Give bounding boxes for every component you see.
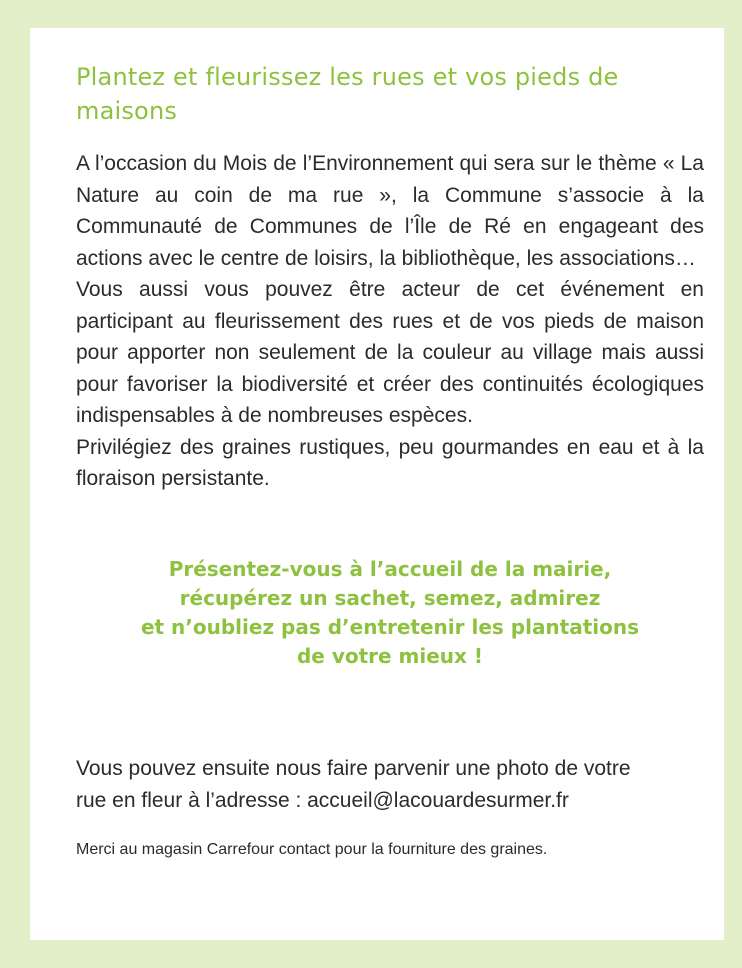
page-title: Plantez et fleurissez les rues et vos pieds de maisons (76, 63, 619, 125)
thanks-note: Merci au magasin Carrefour contact pour la fourniture des graines. (76, 840, 548, 858)
call-to-action-line: et n’oubliez pas d’entretenir les plantations (140, 614, 640, 639)
body-text (76, 148, 704, 495)
paragraph-participation: Vous aussi vous pouvez être acteur de cet événement en participant au fleurissement des rues et de vos pieds de maison pour apporter non seulement de la couleur au village mais aussi pour favoriser la biodiversité et créer des continuités écologiques indispensables à de nombreuses espèces. (76, 278, 704, 427)
call-to-action-line: récupérez un sachet, semez, admirez (179, 585, 601, 610)
contact-info (76, 753, 704, 817)
paragraph-seeds: Privilégiez des graines rustiques, peu gourmandes en eau et à la floraison persistante. (76, 435, 704, 490)
paragraph-intro: A l’occasion du Mois de l’Environnement qui sera sur le thème « La Nature au coin de ma rue », la Commune s’associe à la Communauté de Communes de l’Île de Ré en engageant des actions avec le centre de loisirs, la bibliothèque, les associations… (76, 152, 704, 270)
call-to-action (76, 555, 704, 671)
contact-line-email: rue en fleur à l’adresse : accueil@lacouardesurmer.fr (76, 788, 569, 812)
document-panel (30, 28, 724, 940)
call-to-action-line: Présentez-vous à l’accueil de la mairie, (168, 556, 612, 581)
call-to-action-line: de votre mieux ! (296, 643, 484, 668)
contact-line: Vous pouvez ensuite nous faire parvenir une photo de votre (76, 756, 631, 780)
